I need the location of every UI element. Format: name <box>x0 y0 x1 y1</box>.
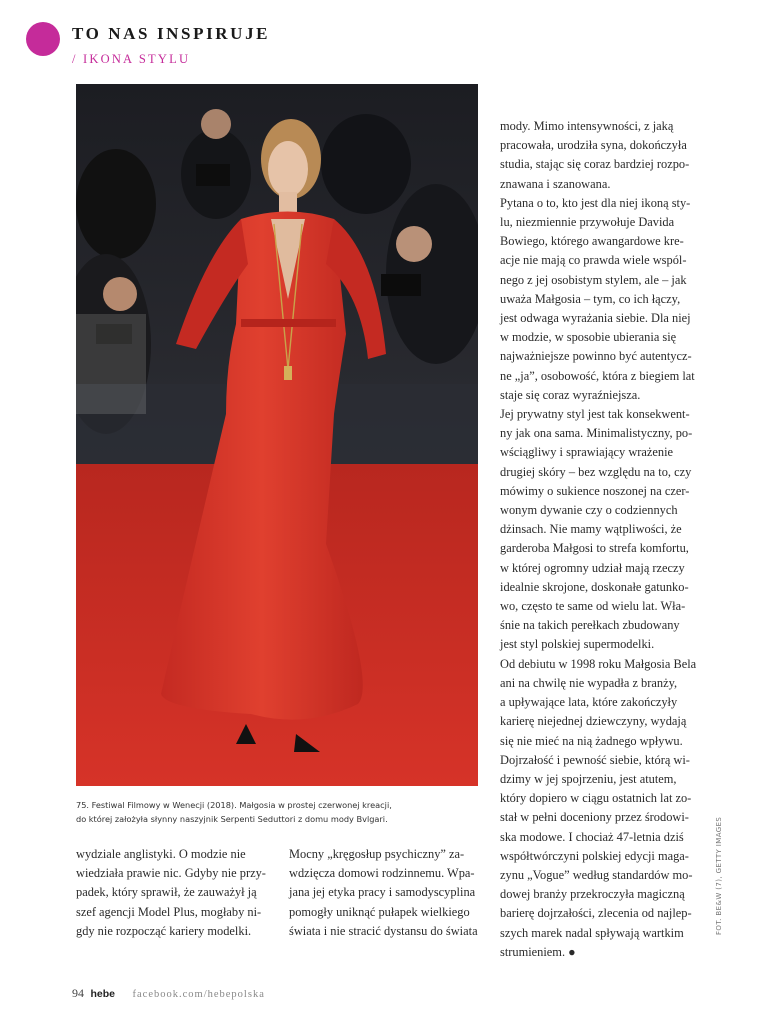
caption-line: 75. Festiwal Filmowy w Wenecji (2018). Małgosia w prostej czerwonej kreacji, <box>76 800 392 810</box>
text-line: wdzięcza domowi rodzinnemu. Wpa- <box>289 866 475 881</box>
page-footer <box>72 986 265 1001</box>
article-column-middle <box>289 845 481 941</box>
text-line: ani na chwilę nie wypadła z branży, <box>500 675 678 690</box>
text-line: dowej branży przekroczyła magiczną <box>500 887 685 902</box>
text-line: barierę dojrzałości, zlecenia od najlep- <box>500 906 692 921</box>
text-line: jest odwaga wyrażania siebie. Dla niej <box>500 311 691 326</box>
text-line: znawana i szanowana. <box>500 176 611 191</box>
text-line: Dojrzałość i pewność siebie, którą wi- <box>500 752 690 767</box>
article-column-right <box>500 117 722 962</box>
text-line: staje się coraz wyraźniejsza. <box>500 387 641 402</box>
text-line: Mocny „kręgosłup psychiczny” za- <box>289 847 465 861</box>
text-line: świata i nie stracić dystansu do świata <box>289 923 478 938</box>
text-line: nego z jej osobistym stylem, ale – jak <box>500 272 687 287</box>
page-number: 94 <box>72 986 84 1000</box>
accent-dot-icon <box>26 22 60 56</box>
section-title: TO NAS INSPIRUJE <box>72 24 271 43</box>
text-line: dzimy w jej spojrzeniu, jest atutem, <box>500 771 677 786</box>
text-line: najważniejsze powinno być autentycz- <box>500 349 692 364</box>
text-line: stał w pełni doceniony przez środowi- <box>500 810 689 825</box>
section-subtitle: / IKONA STYLU <box>72 52 191 66</box>
text-line: w modzie, w sposobie ubierania się <box>500 330 677 345</box>
text-line: padek, który sprawił, że zauważył ją <box>76 885 257 900</box>
text-line: śnie na takich perełkach zbudowany <box>500 618 680 633</box>
text-line: pracowała, urodziła syna, dokończyła <box>500 138 687 153</box>
text-line: który dopiero w ciągu ostatnich lat zo- <box>500 791 692 806</box>
text-line: gdy nie rozpocząć kariery modelki. <box>76 923 252 938</box>
text-line: jana jej etyka pracy i samodyscyplina <box>289 885 476 900</box>
text-line: jest styl polskiej supermodelki. <box>500 637 655 652</box>
text-line: pomogły uniknąć pułapek wielkiego <box>289 904 470 919</box>
text-line: wściągliwy i sprawiający wrażenie <box>500 445 674 460</box>
text-line: szef agencji Model Plus, mogłaby ni- <box>76 904 262 919</box>
text-line: współtwórczyni polskiej edycji maga- <box>500 848 689 863</box>
photo-credit: FOT. BE&W (7), GETTY IMAGES <box>715 816 723 935</box>
text-line: mody. Mimo intensywności, z jaką <box>500 119 674 133</box>
text-line: karierę niejednej dziewczyny, wydają <box>500 714 687 729</box>
text-line: dżinsach. Nie mamy wątpliwości, że <box>500 522 682 537</box>
text-line: Jej prywatny styl jest tak konsekwent- <box>500 407 690 422</box>
article-column-left <box>76 845 270 941</box>
text-line: idealnie skrojone, doskonałe gatunko- <box>500 579 689 594</box>
text-line: garderoba Małgosi to strefa komfortu, <box>500 541 689 556</box>
red-carpet-photo <box>76 84 478 786</box>
text-line: Bowiego, którego awangardowe kre- <box>500 234 684 249</box>
text-line: wiedziała prawie nic. Gdyby nie przy- <box>76 866 266 881</box>
text-line: a upływające lata, które zakończyły <box>500 695 678 710</box>
text-line: szych marek nadal spływają wartkim <box>500 925 684 940</box>
text-line: Od debiutu w 1998 roku Małgosia Bela <box>500 656 697 671</box>
text-line: zynu „Vogue” według standardów mo- <box>500 867 693 882</box>
text-line: lu, niezmiennie przywołuje Davida <box>500 215 675 230</box>
text-line: uważa Małgosia – tym, co ich łączy, <box>500 291 681 306</box>
text-line: wo, często te same od wielu lat. Wła- <box>500 599 686 614</box>
text-line: się nie mieć na nią żadnego wpływu. <box>500 733 683 748</box>
text-line: Pytana o to, kto jest dla niej ikoną sty- <box>500 195 691 210</box>
text-line: wydziale anglistyki. O modzie nie <box>76 847 246 861</box>
text-line: acje nie mają co prawda wiele wspól- <box>500 253 687 268</box>
text-line: studia, stając się coraz bardziej rozpo- <box>500 157 690 172</box>
text-line: ny jak ona sama. Minimalistyczny, po- <box>500 426 693 441</box>
brand-logo: hebe <box>90 988 116 1000</box>
text-line: w której ogromny udział mają rzeczy <box>500 560 685 575</box>
text-line: wonym dywanie czy o codziennych <box>500 503 678 518</box>
caption-line: do której założyła słynny naszyjnik Serpenti Seduttori z domu mody Bvlgari. <box>76 814 388 824</box>
text-line: drugiej skóry – bez względu na to, czy <box>500 464 692 479</box>
text-line: ne „ja”, osobowość, która z biegiem lat <box>500 368 695 383</box>
social-link[interactable]: facebook.com/hebepolska <box>132 989 265 1000</box>
text-line: strumieniem. ● <box>500 944 576 959</box>
photo-caption <box>76 798 486 826</box>
text-line: mówimy o sukience noszonej na czer- <box>500 483 690 498</box>
text-line: ska modowe. I chociaż 47-letnia dziś <box>500 829 684 844</box>
